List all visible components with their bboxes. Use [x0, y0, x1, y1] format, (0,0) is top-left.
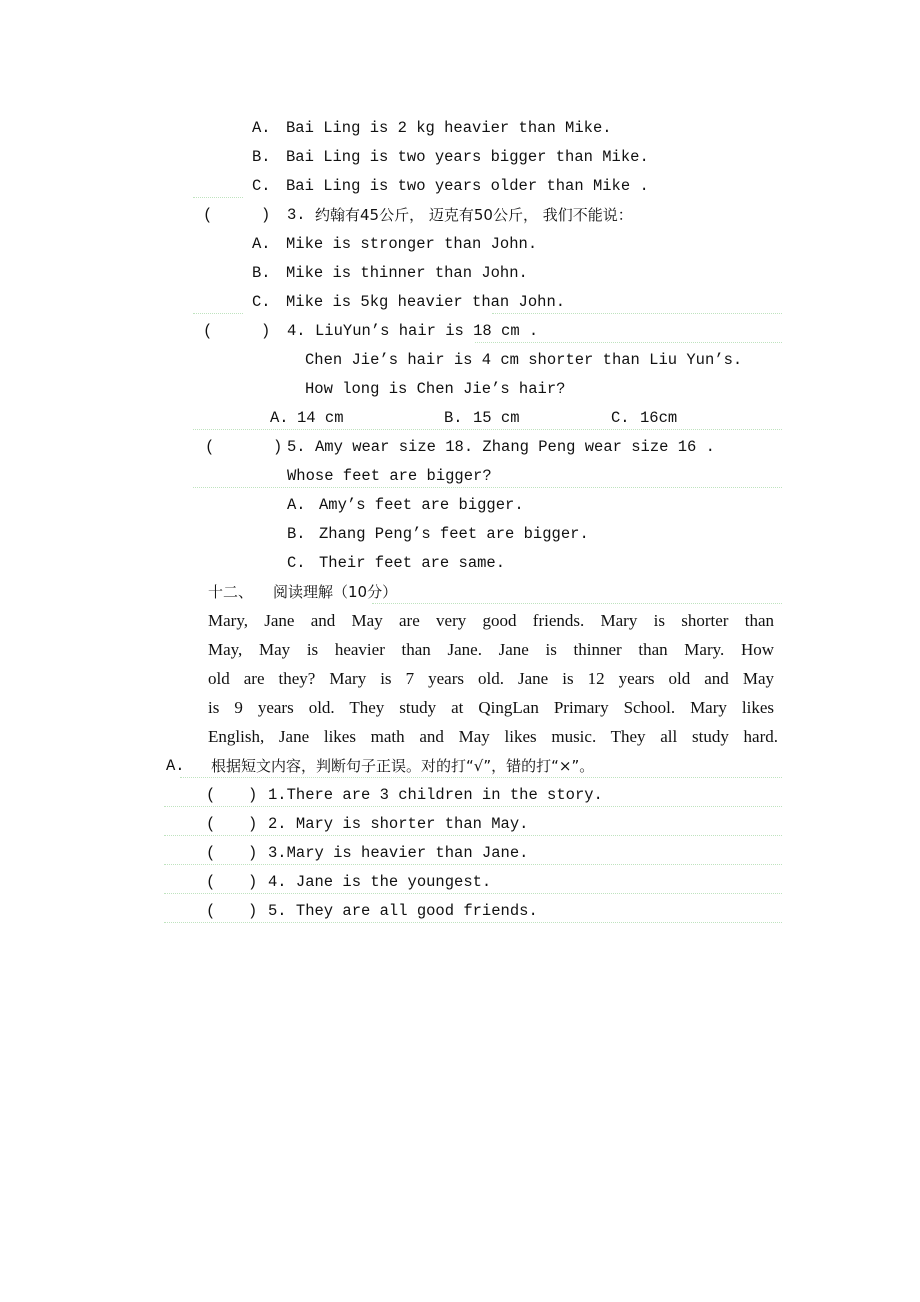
- statement-text: 1.There are 3 children in the story.: [268, 786, 603, 804]
- option-letter: B.: [287, 525, 306, 543]
- answer-blank-open[interactable]: (: [206, 815, 216, 833]
- divider: [193, 313, 243, 314]
- question-text: LiuYun’s hair is 18 cm .: [315, 322, 539, 340]
- answer-blank-close: ): [261, 206, 271, 224]
- option-text: Mike is 5kg heavier than John.: [286, 293, 566, 311]
- answer-blank-open[interactable]: (: [206, 844, 216, 862]
- answer-blank-open[interactable]: (: [206, 786, 216, 804]
- option-text: Their feet are same.: [319, 554, 506, 572]
- passage-line: is 9 years old. They study at QingLan Primary School. Mary likes: [208, 698, 774, 717]
- option-letter: A.: [252, 235, 271, 253]
- statement-text: 2. Mary is shorter than May.: [268, 815, 529, 833]
- option-text: 15 cm: [473, 409, 520, 427]
- statement-text: 3.Mary is heavier than Jane.: [268, 844, 529, 862]
- question-number: 3.: [287, 206, 306, 224]
- answer-blank-close: ): [261, 322, 271, 340]
- divider: [164, 835, 782, 836]
- question-text: Whose feet are bigger?: [287, 467, 492, 485]
- question-number: 4.: [287, 322, 306, 340]
- part-letter: A.: [166, 757, 185, 775]
- answer-blank-close: ): [248, 844, 258, 862]
- option-letter: C.: [252, 293, 271, 311]
- section-number: 十二、: [208, 583, 254, 601]
- divider: [164, 864, 782, 865]
- option-letter: C.: [252, 177, 271, 195]
- divider: [475, 342, 782, 343]
- divider: [193, 487, 782, 488]
- option-letter: B.: [252, 148, 271, 166]
- option-letter: B.: [444, 409, 463, 427]
- passage-line: English, Jane likes math and May likes music. They all study hard.: [208, 727, 778, 746]
- question-number: 5.: [287, 438, 306, 456]
- divider: [164, 922, 782, 923]
- divider: [164, 893, 782, 894]
- answer-blank-open[interactable]: (: [203, 322, 213, 340]
- passage-line: May, May is heavier than Jane. Jane is thinner than Mary. How: [208, 640, 774, 659]
- option-letter: C.: [611, 409, 630, 427]
- option-text: Mike is thinner than John.: [286, 264, 528, 282]
- divider: [180, 777, 782, 778]
- part-instruction: 根据短文内容，判断句子正误。对的打“√”，错的打“×”。: [211, 757, 595, 775]
- option-letter: A.: [252, 119, 271, 137]
- divider: [492, 313, 782, 314]
- answer-blank-open[interactable]: (: [206, 902, 216, 920]
- option-text: Zhang Peng’s feet are bigger.: [319, 525, 589, 543]
- answer-blank-close: ): [248, 873, 258, 891]
- answer-blank-open[interactable]: (: [205, 438, 215, 456]
- answer-blank-close: ): [248, 815, 258, 833]
- section-title: 阅读理解（10分）: [273, 583, 398, 601]
- divider: [193, 197, 243, 198]
- passage-line: Mary, Jane and May are very good friends. Mary is shorter than: [208, 611, 774, 630]
- option-letter: C.: [287, 554, 306, 572]
- answer-blank-close: ): [248, 786, 258, 804]
- question-text: How long is Chen Jie’s hair?: [305, 380, 566, 398]
- divider: [193, 429, 782, 430]
- answer-blank-open[interactable]: (: [206, 873, 216, 891]
- option-text: Mike is stronger than John.: [286, 235, 538, 253]
- answer-blank-close: ): [248, 902, 258, 920]
- option-text: Bai Ling is two years older than Mike .: [286, 177, 649, 195]
- option-text: 16cm: [640, 409, 678, 427]
- option-letter: A.: [287, 496, 306, 514]
- option-text: Amy’s feet are bigger.: [319, 496, 524, 514]
- option-letter: A.: [270, 409, 289, 427]
- statement-text: 5. They are all good friends.: [268, 902, 538, 920]
- statement-text: 4. Jane is the youngest.: [268, 873, 492, 891]
- answer-blank-open[interactable]: (: [203, 206, 213, 224]
- question-text: 约翰有45公斤， 迈克有50公斤， 我们不能说：: [315, 206, 633, 224]
- answer-blank-close: ): [273, 438, 283, 456]
- option-letter: B.: [252, 264, 271, 282]
- option-text: 14 cm: [297, 409, 344, 427]
- divider: [164, 806, 782, 807]
- question-text: Amy wear size 18. Zhang Peng wear size 16 .: [315, 438, 715, 456]
- option-text: Bai Ling is 2 kg heavier than Mike.: [286, 119, 612, 137]
- passage-line: old are they? Mary is 7 years old. Jane is 12 years old and May: [208, 669, 774, 688]
- question-text: Chen Jie’s hair is 4 cm shorter than Liu Yun’s.: [305, 351, 743, 369]
- option-text: Bai Ling is two years bigger than Mike.: [286, 148, 649, 166]
- divider: [372, 603, 782, 604]
